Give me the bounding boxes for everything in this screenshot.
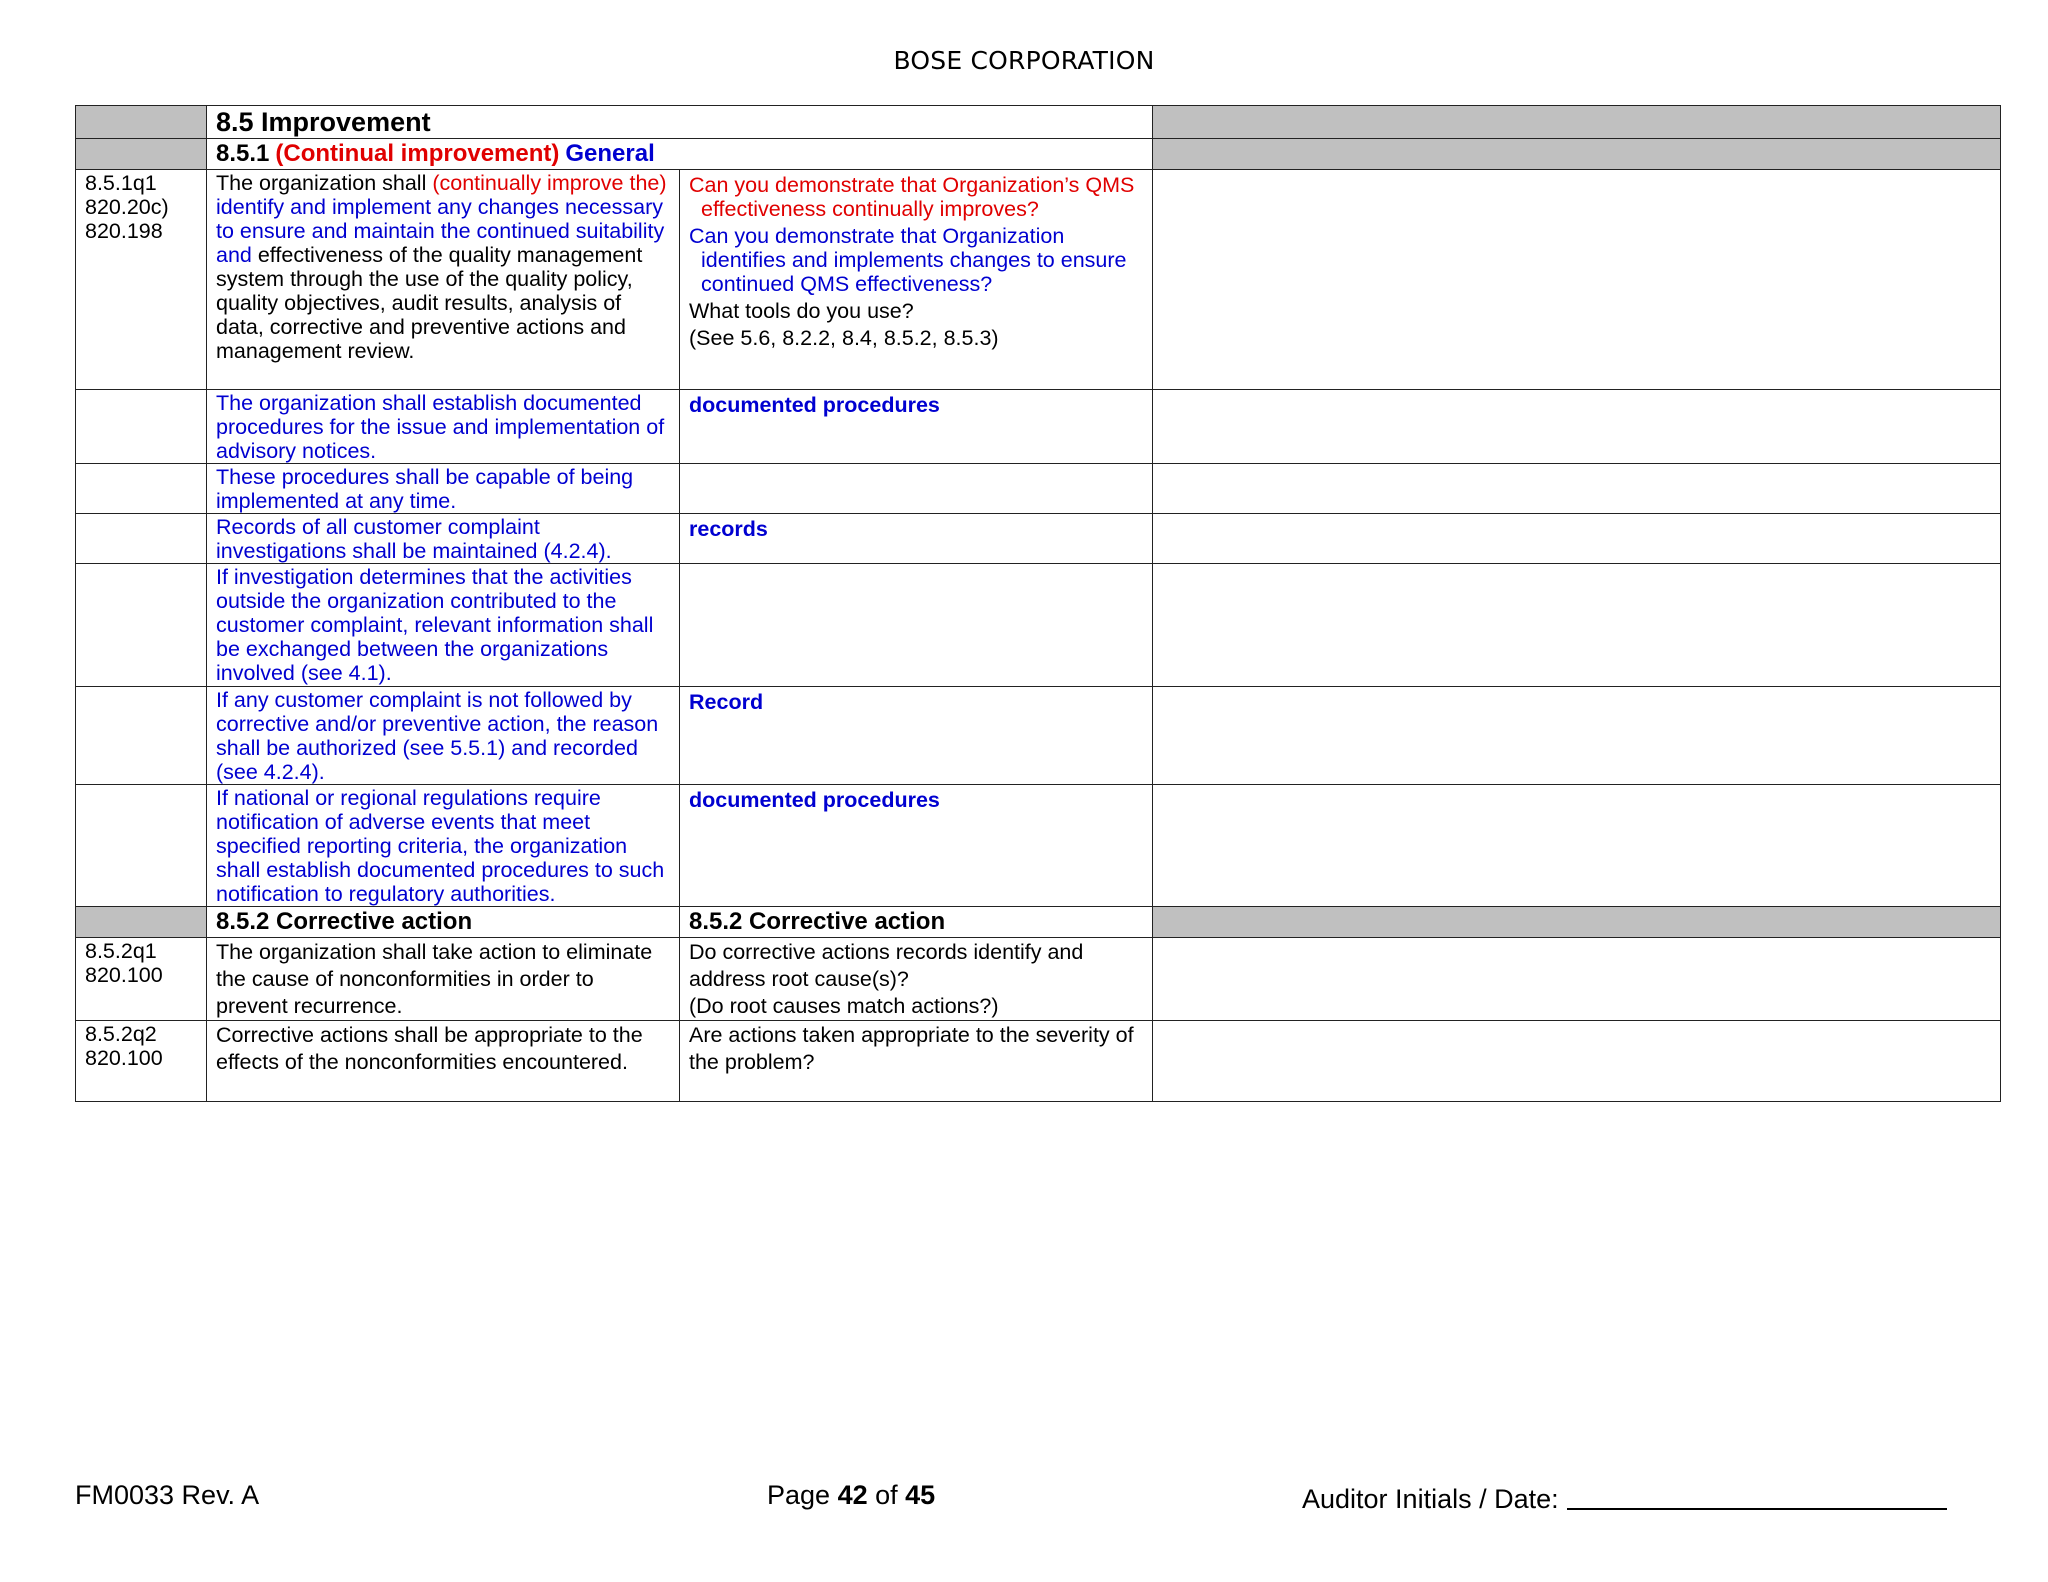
document-header-title: BOSE CORPORATION xyxy=(893,46,1155,75)
page-label: Page xyxy=(767,1480,838,1510)
ref-cell xyxy=(76,464,207,514)
requirement-cell: Corrective actions shall be appropriate to the effects of the nonconformities encountered. xyxy=(207,1021,680,1102)
notes-cell[interactable] xyxy=(1153,1021,2001,1102)
ref-cell xyxy=(76,390,207,464)
requirement-cell: If any customer complaint is not followed by corrective and/or preventive action, the reason shall be authorized (see 5.5.1) and recorded (see 4.2.4). xyxy=(207,687,680,785)
section-paren-title: (Continual improvement) xyxy=(275,140,560,167)
question-cell xyxy=(680,564,1153,687)
section-title-cell xyxy=(207,139,1153,170)
form-number: FM0033 Rev. A xyxy=(75,1480,260,1510)
notes-cell[interactable] xyxy=(1153,564,2001,687)
auditor-signature-line[interactable] xyxy=(1567,1480,1947,1510)
audit-question: (Do root causes match actions?) xyxy=(689,994,999,1018)
question-cell xyxy=(680,464,1153,514)
requirement-text-blue: identify and implement any changes necessary to ensure and maintain the continued suitability and xyxy=(216,195,665,267)
requirement-cell xyxy=(207,170,680,390)
question-cell: Record xyxy=(680,687,1153,785)
ref-cell xyxy=(76,687,207,785)
ref-code: 8.5.2q2 xyxy=(85,1022,157,1046)
question-cell xyxy=(680,170,1153,390)
table-row xyxy=(76,785,2001,907)
notes-cell xyxy=(1153,907,2001,938)
section-title-cell xyxy=(207,106,1153,139)
table-row xyxy=(76,170,2001,390)
table-row xyxy=(76,938,2001,1021)
section-title: 8.5.2 Corrective action xyxy=(689,908,946,935)
section-title-cell xyxy=(207,907,680,938)
ref-cell xyxy=(76,514,207,564)
ref-code: 8.5.2q1 xyxy=(85,939,157,963)
ref-cell xyxy=(76,907,207,938)
requirement-cell: If national or regional regulations require notification of adverse events that meet specified reporting criteria, the organization shall establish documented procedures to such notification to regulatory authorities. xyxy=(207,785,680,907)
section-row-8-5 xyxy=(76,106,2001,139)
notes-cell[interactable] xyxy=(1153,464,2001,514)
audit-question: Can you demonstrate that Organization identifies and implements changes to ensure continued QMS effectiveness? xyxy=(689,224,1127,296)
section-title: 8.5 Improvement xyxy=(216,107,431,137)
requirement-cell: The organization shall take action to eliminate the cause of nonconformities in order to prevent recurrence. xyxy=(207,938,680,1021)
table-row xyxy=(76,390,2001,464)
table-row xyxy=(76,1021,2001,1102)
ref-cell xyxy=(76,106,207,139)
section-general-title: General xyxy=(565,140,655,167)
ref-cell xyxy=(76,938,207,1021)
audit-question: Do corrective actions records identify and address root cause(s)? xyxy=(689,940,1084,991)
ref-cell xyxy=(76,785,207,907)
notes-cell xyxy=(1153,139,2001,170)
auditor-label: Auditor Initials / Date: xyxy=(1302,1484,1559,1514)
audit-question: Can you demonstrate that Organization’s QMS effectiveness continually improves? xyxy=(689,173,1135,221)
question-cell: documented procedures xyxy=(680,785,1153,907)
section-row-8-5-1 xyxy=(76,139,2001,170)
table-row xyxy=(76,464,2001,514)
section-row-8-5-2 xyxy=(76,907,2001,938)
notes-cell[interactable] xyxy=(1153,938,2001,1021)
ref-code: 8.5.1q1 xyxy=(85,171,157,195)
notes-cell[interactable] xyxy=(1153,687,2001,785)
table-row xyxy=(76,687,2001,785)
requirement-cell: These procedures shall be capable of being implemented at any time. xyxy=(207,464,680,514)
section-title-cell xyxy=(680,907,1153,938)
ref-code: 820.100 xyxy=(85,1046,163,1070)
ref-cell xyxy=(76,564,207,687)
ref-code: 820.100 xyxy=(85,963,163,987)
section-number: 8.5.1 xyxy=(216,140,270,167)
table-row xyxy=(76,514,2001,564)
audit-question: What tools do you use? xyxy=(689,299,914,323)
audit-question: (See 5.6, 8.2.2, 8.4, 8.5.2, 8.5.3) xyxy=(689,326,999,350)
requirement-cell: If investigation determines that the activities outside the organization contributed to the customer complaint, relevant information shall be exchanged between the organizations involved (see 4.1). xyxy=(207,564,680,687)
ref-code: 820.198 xyxy=(85,219,163,243)
question-cell xyxy=(680,938,1153,1021)
audit-checklist-table xyxy=(75,105,2001,1102)
notes-cell[interactable] xyxy=(1153,785,2001,907)
ref-cell xyxy=(76,139,207,170)
question-cell: documented procedures xyxy=(680,390,1153,464)
page-total: 45 xyxy=(905,1480,936,1510)
notes-cell[interactable] xyxy=(1153,170,2001,390)
question-cell: records xyxy=(680,514,1153,564)
notes-cell[interactable] xyxy=(1153,514,2001,564)
auditor-signoff xyxy=(1302,1480,1947,1515)
notes-cell xyxy=(1153,106,2001,139)
requirement-text-red: (continually improve the) xyxy=(432,171,667,195)
ref-code: 820.20c) xyxy=(85,195,169,219)
page-of-label: of xyxy=(867,1480,906,1510)
requirement-text: The organization shall xyxy=(216,171,433,195)
ref-cell xyxy=(76,170,207,390)
table-row xyxy=(76,564,2001,687)
requirement-cell: The organization shall establish documented procedures for the issue and implementation of advisory notices. xyxy=(207,390,680,464)
ref-cell xyxy=(76,1021,207,1102)
requirement-cell: Records of all customer complaint investigations shall be maintained (4.2.4). xyxy=(207,514,680,564)
question-cell: Are actions taken appropriate to the severity of the problem? xyxy=(680,1021,1153,1102)
page-current: 42 xyxy=(837,1480,868,1510)
section-title: 8.5.2 Corrective action xyxy=(216,908,473,935)
notes-cell[interactable] xyxy=(1153,390,2001,464)
requirement-text: effectiveness of the quality management system through the use of the quality policy, quality objectives, audit results, analysis of data, corrective and preventive actions and management review. xyxy=(216,243,643,363)
page-number xyxy=(767,1480,935,1511)
